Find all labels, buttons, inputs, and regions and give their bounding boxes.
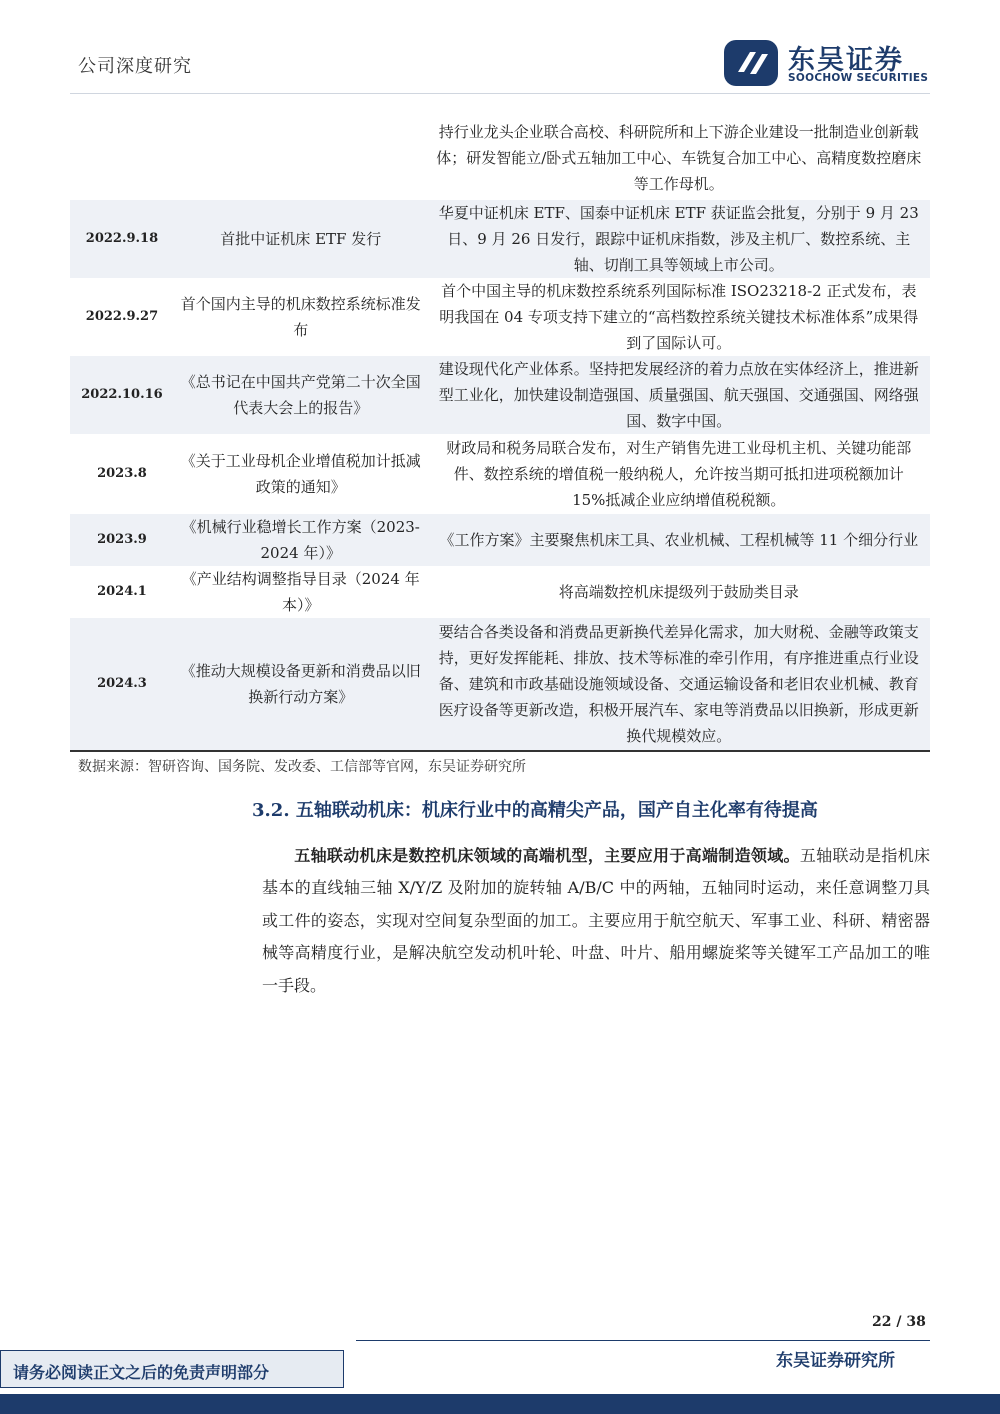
footer-organization: 东吴证券研究所 [776,1351,895,1371]
paragraph-lead-sentence: 五轴联动机床是数控机床领域的高端机型，主要应用于高端制造领域。 [294,846,800,865]
page-number: 22 / 38 [872,1314,926,1330]
logo-chinese-name: 东吴证券 [788,45,904,76]
table-row [70,618,930,751]
header-divider [70,93,930,94]
table-row [70,116,930,200]
date-cell [70,116,174,200]
footer-divider [356,1340,930,1341]
event-cell: 《关于工业母机企业增值税加计抵减政策的通知》 [180,452,421,496]
date-cell: 2022.9.18 [70,200,174,278]
content-cell: 建设现代化产业体系。坚持把发展经济的着力点放在实体经济上，推进新型工业化，加快建设制造强国、质量强国、航天强国、交通强国、网络强国、数字中国。 [428,356,930,434]
event-cell: 首个国内主导的机床数控系统标准发布 [180,295,421,339]
content-cell: 将高端数控机床提级列于鼓励类目录 [558,583,799,601]
content-cell: 财政局和税务局联合发布，对生产销售先进工业母机主机、关键功能部件、数控系统的增值税一般纳税人，允许按当期可抵扣进项税额加计 15%抵减企业应纳增值税税额。 [446,439,912,509]
date-cell: 2022.10.16 [70,356,174,434]
data-source-note: 数据来源：智研咨询、国务院、发改委、工信部等官网，东吴证券研究所 [78,759,526,775]
event-cell [174,116,428,200]
content-cell: 《工作方案》主要聚焦机床工具、农业机械、工程机械等 11 个细分行业 [428,514,930,566]
date-cell: 2022.9.27 [85,309,159,324]
event-cell: 《产业结构调整指导目录（2024 年本）》 [181,570,420,614]
table-row [70,278,930,356]
date-cell: 2023.9 [70,514,174,566]
body-paragraph [262,840,930,1002]
table-row [70,200,930,278]
date-cell: 2023.8 [97,466,147,481]
content-cell: 要结合各类设备和消费品更新换代差异化需求，加大财税、金融等政策支持，更好发挥能耗、排放、技术等标准的牵引作用，有序推进重点行业设备、建筑和市政基础设施领域设备、交通运输设备和老旧农业机械、教育医疗设备等更新改造，积极开展汽车、家电等消费品以旧换新，形成更新换代规模效应。 [428,618,930,751]
date-cell: 2024.3 [70,618,174,751]
logo-mark-icon [722,38,780,88]
footer-bar [0,1394,1000,1414]
event-cell: 《推动大规模设备更新和消费品以旧换新行动方案》 [174,618,428,751]
event-cell: 《总书记在中国共产党第二十次全国代表大会上的报告》 [174,356,428,434]
disclaimer-text: 请务必阅读正文之后的免责声明部分 [13,1363,270,1382]
table-row [70,514,930,566]
company-logo [722,38,932,88]
section-heading: 3.2. 五轴联动机床：机床行业中的高精尖产品，国产自主化率有待提高 [252,800,818,821]
table-row [70,566,930,618]
policy-timeline-table [70,116,930,752]
content-cell: 首个中国主导的机床数控系统系列国际标准 ISO23218-2 正式发布，表明我国在 04 专项支持下建立的“高档数控系统关键技术标准体系”成果得到了国际认可。 [439,282,919,352]
paragraph-body-text: 五轴联动是指机床基本的直线轴三轴 X/Y/Z 及附加的旋转轴 A/B/C 中的两轴，五轴同时运动，来任意调整刀具或工件的姿态，实现对空间复杂型面的加工。主要应用于航空航天、军事工业、科研、精密器械等高精度行业，是解决航空发动机叶轮、叶盘、叶片、船用螺旋桨等关键军工产品加工的唯一手段。 [262,846,930,995]
table-row [70,434,930,514]
report-type-label: 公司深度研究 [78,56,192,77]
disclaimer-banner [0,1350,344,1388]
event-cell: 《机械行业稳增长工作方案（2023-2024 年）》 [174,514,428,566]
date-cell: 2024.1 [97,584,147,599]
content-cell: 华夏中证机床 ETF、国泰中证机床 ETF 获证监会批复，分别于 9 月 23 日、9 月 26 日发行，跟踪中证机床指数，涉及主机厂、数控系统、主轴、切削工具等领域上市公司。 [428,200,930,278]
logo-english-name: SOOCHOW SECURITIES [788,72,929,84]
table-row [70,356,930,434]
content-cell: 持行业龙头企业联合高校、科研院所和上下游企业建设一批制造业创新载体；研发智能立/卧式五轴加工中心、车铣复合加工中心、高精度数控磨床等工作母机。 [436,123,922,193]
event-cell: 首批中证机床 ETF 发行 [174,200,428,278]
